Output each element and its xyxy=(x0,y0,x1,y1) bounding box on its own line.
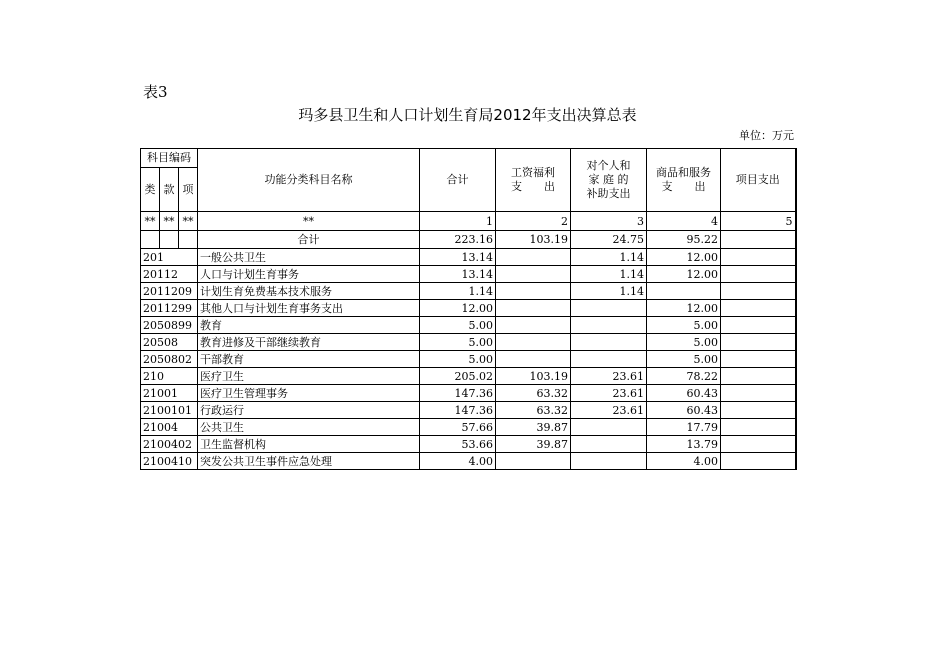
cell-wage xyxy=(496,266,571,283)
table-row xyxy=(141,317,796,334)
table-row xyxy=(141,402,796,419)
cell-code: 2011209 xyxy=(141,283,198,300)
cell-personal: 23.61 xyxy=(571,385,647,402)
cell-name: 教育进修及干部继续教育 xyxy=(198,334,420,351)
header-goods-line1: 商品和服务 xyxy=(656,166,711,179)
header-personal xyxy=(571,149,647,212)
cell-name: 医疗卫生管理事务 xyxy=(198,385,420,402)
cell-wage: 103.19 xyxy=(496,368,571,385)
cell-wage xyxy=(496,283,571,300)
cell-personal: 1.14 xyxy=(571,266,647,283)
cell-project xyxy=(721,300,796,317)
total-goods: 95.22 xyxy=(647,231,721,249)
cell-goods: 12.00 xyxy=(647,300,721,317)
table-row xyxy=(141,436,796,453)
cell-project xyxy=(721,368,796,385)
index-personal: 3 xyxy=(571,212,647,231)
cell-project xyxy=(721,266,796,283)
table-row xyxy=(141,334,796,351)
cell-total: 147.36 xyxy=(420,402,496,419)
cell-code: 201 xyxy=(141,249,198,266)
cell-personal: 1.14 xyxy=(571,283,647,300)
table-row xyxy=(141,283,796,300)
cell-project xyxy=(721,419,796,436)
total-project xyxy=(721,231,796,249)
cell-name: 卫生监督机构 xyxy=(198,436,420,453)
table-row xyxy=(141,300,796,317)
cell-project xyxy=(721,334,796,351)
cell-project xyxy=(721,402,796,419)
cell-code: 21004 xyxy=(141,419,198,436)
cell-personal: 23.61 xyxy=(571,402,647,419)
cell-personal xyxy=(571,351,647,368)
cell-goods: 12.00 xyxy=(647,249,721,266)
cell-wage xyxy=(496,317,571,334)
index-name: ** xyxy=(198,212,420,231)
index-wage: 2 xyxy=(496,212,571,231)
header-code-group: 科目编码 xyxy=(141,149,198,168)
cell-personal xyxy=(571,436,647,453)
cell-goods: 5.00 xyxy=(647,334,721,351)
table-row xyxy=(141,249,796,266)
cell-code: 2100101 xyxy=(141,402,198,419)
table-row xyxy=(141,385,796,402)
cell-name: 计划生育免费基本技术服务 xyxy=(198,283,420,300)
header-personal-line1: 对个人和 xyxy=(586,159,631,172)
cell-name: 教育 xyxy=(198,317,420,334)
cell-name: 一般公共卫生 xyxy=(198,249,420,266)
cell-project xyxy=(721,283,796,300)
cell-total: 53.66 xyxy=(420,436,496,453)
cell-code: 210 xyxy=(141,368,198,385)
cell-personal: 1.14 xyxy=(571,249,647,266)
cell-total: 5.00 xyxy=(420,351,496,368)
table-row xyxy=(141,368,796,385)
cell-personal xyxy=(571,453,647,470)
cell-total: 5.00 xyxy=(420,334,496,351)
index-lei: ** xyxy=(141,212,160,231)
cell-personal xyxy=(571,300,647,317)
cell-wage xyxy=(496,351,571,368)
header-code-lei: 类 xyxy=(141,168,160,212)
cell-goods: 5.00 xyxy=(647,317,721,334)
cell-wage: 39.87 xyxy=(496,419,571,436)
cell-personal: 23.61 xyxy=(571,368,647,385)
header-goods-line2: 支 出 xyxy=(661,180,706,193)
cell-wage xyxy=(496,249,571,266)
cell-code: 20112 xyxy=(141,266,198,283)
cell-total: 12.00 xyxy=(420,300,496,317)
cell-wage xyxy=(496,453,571,470)
cell-total: 1.14 xyxy=(420,283,496,300)
header-total: 合计 xyxy=(420,149,496,212)
cell-project xyxy=(721,385,796,402)
document-title: 玛多县卫生和人口计划生育局2012年支出决算总表 xyxy=(298,106,637,124)
cell-total: 147.36 xyxy=(420,385,496,402)
table-row xyxy=(141,351,796,368)
cell-name: 行政运行 xyxy=(198,402,420,419)
table-row xyxy=(141,453,796,470)
total-lei xyxy=(141,231,160,249)
cell-code: 2050802 xyxy=(141,351,198,368)
cell-total: 57.66 xyxy=(420,419,496,436)
index-goods: 4 xyxy=(647,212,721,231)
index-row xyxy=(141,212,796,231)
cell-goods: 60.43 xyxy=(647,402,721,419)
cell-project xyxy=(721,436,796,453)
header-wage-line1: 工资福利 xyxy=(511,166,555,179)
cell-personal xyxy=(571,334,647,351)
table-row xyxy=(141,266,796,283)
index-project: 5 xyxy=(721,212,796,231)
cell-project xyxy=(721,351,796,368)
cell-goods: 78.22 xyxy=(647,368,721,385)
cell-project xyxy=(721,249,796,266)
cell-goods xyxy=(647,283,721,300)
header-wage xyxy=(496,149,571,212)
cell-code: 2011299 xyxy=(141,300,198,317)
index-kuan: ** xyxy=(160,212,179,231)
cell-code: 21001 xyxy=(141,385,198,402)
cell-code: 2050899 xyxy=(141,317,198,334)
cell-total: 13.14 xyxy=(420,266,496,283)
cell-code: 20508 xyxy=(141,334,198,351)
cell-total: 205.02 xyxy=(420,368,496,385)
total-total: 223.16 xyxy=(420,231,496,249)
cell-name: 公共卫生 xyxy=(198,419,420,436)
index-xiang: ** xyxy=(179,212,198,231)
cell-goods: 12.00 xyxy=(647,266,721,283)
unit-label: 单位：万元 xyxy=(739,129,794,142)
table-row xyxy=(141,419,796,436)
cell-goods: 17.79 xyxy=(647,419,721,436)
cell-wage: 63.32 xyxy=(496,402,571,419)
cell-goods: 13.79 xyxy=(647,436,721,453)
total-wage: 103.19 xyxy=(496,231,571,249)
header-project: 项目支出 xyxy=(721,149,796,212)
header-personal-line2: 家 庭 的 xyxy=(588,173,629,186)
cell-wage xyxy=(496,334,571,351)
header-personal-line3: 补助支出 xyxy=(586,187,631,200)
cell-name: 其他人口与计划生育事务支出 xyxy=(198,300,420,317)
cell-project xyxy=(721,317,796,334)
cell-personal xyxy=(571,317,647,334)
table-label: 表3 xyxy=(143,83,168,101)
cell-name: 医疗卫生 xyxy=(198,368,420,385)
cell-code: 2100410 xyxy=(141,453,198,470)
cell-wage xyxy=(496,300,571,317)
total-personal: 24.75 xyxy=(571,231,647,249)
cell-total: 4.00 xyxy=(420,453,496,470)
expenditure-table xyxy=(140,148,797,470)
total-row xyxy=(141,231,796,249)
header-goods xyxy=(647,149,721,212)
header-code-kuan: 款 xyxy=(160,168,179,212)
cell-total: 13.14 xyxy=(420,249,496,266)
total-xiang xyxy=(179,231,198,249)
cell-wage: 39.87 xyxy=(496,436,571,453)
cell-code: 2100402 xyxy=(141,436,198,453)
cell-goods: 5.00 xyxy=(647,351,721,368)
header-name: 功能分类科目名称 xyxy=(198,149,420,212)
total-kuan xyxy=(160,231,179,249)
header-code-xiang: 项 xyxy=(179,168,198,212)
cell-name: 干部教育 xyxy=(198,351,420,368)
header-wage-line2: 支 出 xyxy=(511,180,555,193)
cell-name: 突发公共卫生事件应急处理 xyxy=(198,453,420,470)
index-total: 1 xyxy=(420,212,496,231)
cell-project xyxy=(721,453,796,470)
cell-goods: 4.00 xyxy=(647,453,721,470)
header-row-1 xyxy=(141,149,796,168)
cell-personal xyxy=(571,419,647,436)
total-label: 合计 xyxy=(198,231,420,249)
cell-wage: 63.32 xyxy=(496,385,571,402)
cell-name: 人口与计划生育事务 xyxy=(198,266,420,283)
cell-goods: 60.43 xyxy=(647,385,721,402)
cell-total: 5.00 xyxy=(420,317,496,334)
